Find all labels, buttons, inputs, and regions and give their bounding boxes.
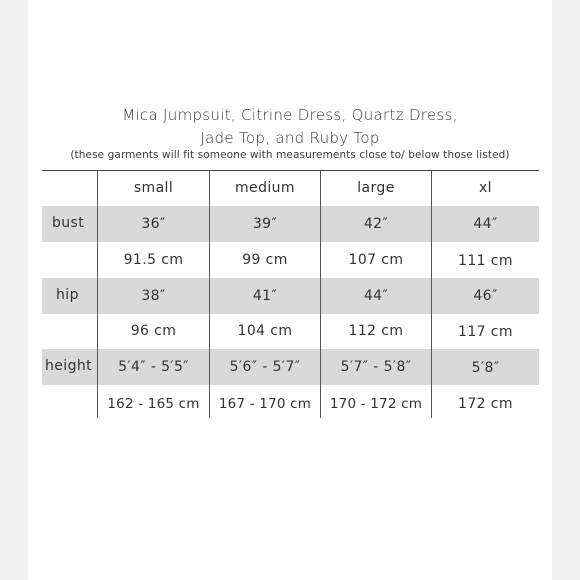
table-cell: 117 cm	[458, 324, 513, 340]
table-cell: 162 - 165 cm	[107, 396, 200, 412]
table-cell: 172 cm	[458, 396, 513, 412]
chart-title-line-2: Jade Top, and Ruby Top	[200, 129, 380, 147]
table-cell: 44″	[363, 288, 389, 304]
column-header-large: large	[357, 180, 395, 196]
table-cell: 170 - 172 cm	[329, 396, 423, 412]
table-cell: 38″	[141, 288, 166, 304]
chart-title-line-1: Mica Jumpsuit, Citrine Dress, Quartz Dress,	[122, 106, 458, 124]
table-top-border	[42, 170, 539, 171]
table-cell: 39″	[252, 216, 278, 232]
table-cell: 107 cm	[348, 252, 404, 268]
table-cell: 99 cm	[242, 252, 288, 268]
column-header-medium: medium	[235, 180, 295, 196]
row-label-hip: hip	[56, 287, 79, 303]
table-cell: 5′4″ - 5′5″	[118, 359, 189, 375]
table-cell: 96 cm	[130, 323, 177, 339]
table-cell: 167 - 170 cm	[218, 396, 312, 412]
table-cell: 91.5 cm	[123, 252, 184, 268]
table-cell: 5′6″ - 5′7″	[229, 359, 301, 375]
table-cell: 111 cm	[458, 253, 513, 269]
table-cell: 36″	[141, 216, 166, 232]
column-header-small: small	[133, 180, 174, 196]
table-cell: 46″	[473, 288, 498, 304]
table-cell: 104 cm	[237, 323, 293, 339]
table-cell: 5′7″ - 5′8″	[340, 359, 412, 375]
row-label-height: height	[45, 358, 93, 374]
table-cell: 41″	[252, 288, 278, 304]
table-cell: 5′8″	[471, 360, 500, 376]
column-header-xl: xl	[479, 180, 492, 196]
table-cell: 112 cm	[348, 323, 404, 339]
chart-subtitle: (these garments will fit someone with measurements close to/ below those listed)	[70, 149, 510, 161]
table-cell: 42″	[363, 216, 389, 232]
row-label-bust: bust	[52, 215, 85, 231]
table-cell: 44″	[473, 216, 498, 232]
